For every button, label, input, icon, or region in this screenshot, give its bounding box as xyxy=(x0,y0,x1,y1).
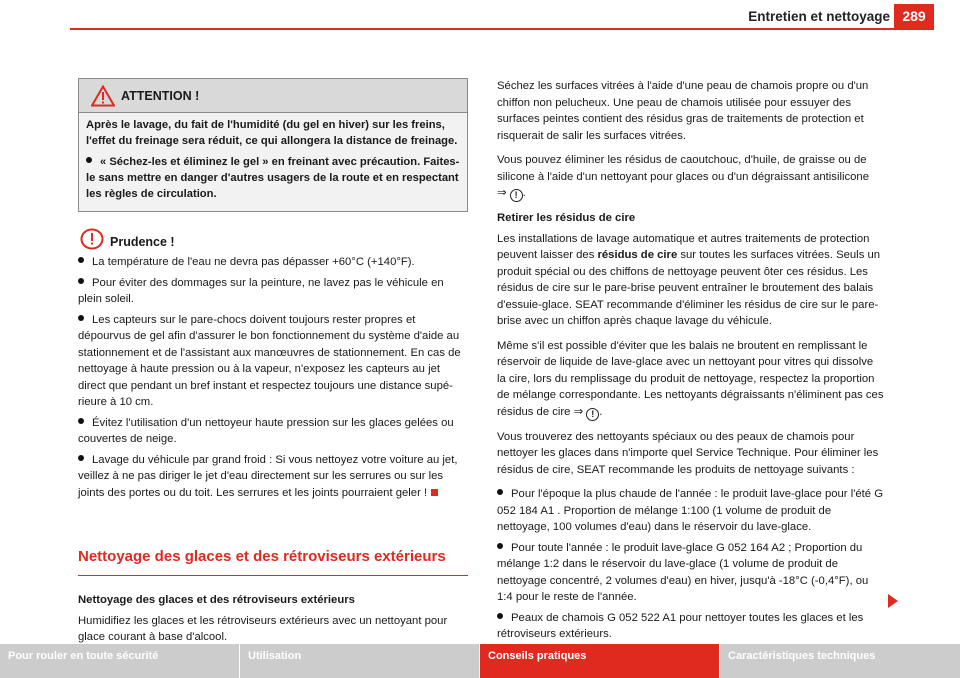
chapter-title: Entretien et nettoyage xyxy=(748,9,890,24)
prudence-bullet: Les capteurs sur le pare-chocs doivent toujours rester propres et dépourvus de gel afin d'assurer le bon fonctionnement du système d'aide au stationnement et de l'assistant aux manœuvres de stationnement. En cas de nettoyage à haute pression ou à la vapeur, n'exposez les capteurs au jet direct que pendant un bref instant et respectez toujours une distance supérieure à 10 cm. xyxy=(78,313,461,409)
prudence-bullet: Évitez l'utilisation d'un nettoyeur haute pression sur les glaces gelées ou couvertes de neige. xyxy=(78,416,454,446)
bold-term: résidus de cire xyxy=(597,249,678,261)
paragraph: Vous trouverez des nettoyants spéciaux ou des peaux de chamois pour nettoyer les glaces dans n'importe quel Service Technique. Pour éliminer les résidus de cire, SEAT recommande les produits de nettoyage suivants : xyxy=(497,430,879,476)
prudence-bullet: Lavage du véhicule par grand froid : Si vous nettoyez votre voiture au jet, veillez à ne pas diriger le jet d'eau directement sur les serrures ou sur les joints des portes ou du toit. Les serrures et les joints pourraient geler ! xyxy=(78,453,458,499)
attention-body xyxy=(79,113,467,211)
paragraph: Les installations de lavage automatique et autres traitements de protection peuvent laisser des résidus de cire sur toutes les surfaces vitrées. Seuls un produit spécial ou des chiffons de nettoyage peuvent ôter ces résidus. Les résidus de cire sur le pare-brise peuvent entraîner le broutement des balais d'essuie-glace. SEAT recommande d'éliminer les résidus de cire sur le pare-brise avec un chiffon après chaque lavage du véhicule. xyxy=(497,232,881,327)
attention-box xyxy=(78,78,468,212)
header-rule xyxy=(70,28,934,30)
prudence-bullet: Pour éviter des dommages sur la peinture, ne lavez pas le véhicule en plein soleil. xyxy=(78,276,444,306)
footer-tab-technical[interactable]: Caractéristiques techniques xyxy=(720,644,960,678)
bullet-icon xyxy=(497,613,503,619)
bullet-icon xyxy=(78,455,84,461)
continue-arrow-icon[interactable] xyxy=(888,594,898,608)
caution-icon xyxy=(80,228,104,250)
paragraph: Séchez les surfaces vitrées à l'aide d'une peau de chamois propre ou d'un chiffon non pelucheux. Une peau de chamois utilisée pour essuyer des surfaces peintes contient des résidus gras de traitements de protection et risquerait de salir les surfaces vitrées. xyxy=(497,80,869,142)
prudence-bullet: La température de l'eau ne devra pas dépasser +60°C (+140°F). xyxy=(78,254,468,271)
product-bullet: Pour toute l'année : le produit lave-glace G 052 164 A2 ; Proportion du mélange 1:2 dans le réservoir du lave-glace (1 volume de produit de nettoyage concentré, 2 volumes d'eau) en hiver, jusqu'à -18°C (-0,4°F), ou 1:4 pour le reste de l'année. xyxy=(497,541,869,603)
bullet-icon xyxy=(78,257,84,263)
reference-arrow-icon: ⇒ xyxy=(497,187,507,199)
section-subheading: Nettoyage des glaces et des rétroviseurs extérieurs xyxy=(78,594,355,607)
right-column xyxy=(497,78,885,647)
section-intro: Humidifiez les glaces et les rétroviseurs extérieurs avec un nettoyant pour glace courant à base d'alcool. xyxy=(78,614,448,644)
bullet-icon xyxy=(78,315,84,321)
subheading: Retirer les résidus de cire xyxy=(497,212,636,224)
paragraph: Même s'il est possible d'éviter que les balais ne broutent en remplissant le réservoir de liquide de lave-glace avec un nettoyant pour vitres qui dissolve la cire, lors du remplissage du produit de nettoyage, respectez la proportion de mélange correspondante. Les nettoyants dégraissants n'éliminent pas ces résidus de cire ⇒ ! . xyxy=(497,339,884,419)
product-bullet: Peaux de chamois G 052 522 A1 pour nettoyer toutes les glaces et les rétroviseurs extérieurs. xyxy=(497,611,864,640)
bullet-icon xyxy=(78,418,84,424)
bullet-icon xyxy=(497,543,503,549)
section-title: Nettoyage des glaces et des rétroviseurs extérieurs xyxy=(78,547,468,576)
caution-ref-icon[interactable]: ! xyxy=(510,189,523,202)
attention-paragraph: « Séchez-les et éliminez le gel » en freinant avec précaution. Faites-le sans mettre en danger d'autres usagers de la route et en respectant les règles de circulation. xyxy=(86,155,460,201)
page-number: 289 xyxy=(894,4,934,28)
end-of-section-marker-icon xyxy=(431,489,438,496)
paragraph: Vous pouvez éliminer les résidus de caoutchouc, d'huile, de graisse ou de silicone à l'aide d'un nettoyant pour glaces ou d'un dégraissant antisilicone ⇒ ! . xyxy=(497,154,869,200)
footer-tab-safety[interactable]: Pour rouler en toute sécurité xyxy=(0,644,240,678)
product-bullet: Pour l'époque la plus chaude de l'année : le produit lave-glace pour l'été G 052 184 A1 . Proportion de mélange 1:100 (1 volume de produit de nettoyage, 100 volumes d'eau) dans le réservoir du lave-glace. xyxy=(497,488,883,533)
attention-paragraph: Après le lavage, du fait de l'humidité (du gel en hiver) sur les freins, l'effet du freinage sera réduit, ce qui allongera la distance de freinage. xyxy=(86,119,458,148)
attention-header xyxy=(79,79,467,113)
footer-nav xyxy=(0,644,960,678)
left-column xyxy=(78,78,468,646)
bullet-icon xyxy=(86,157,92,163)
warning-triangle-icon xyxy=(91,85,115,107)
footer-tab-practical-tips[interactable]: Conseils pratiques xyxy=(480,644,720,678)
reference-arrow-icon: ⇒ xyxy=(573,405,584,418)
attention-title: ATTENTION ! xyxy=(121,89,200,103)
prudence-title: Prudence ! xyxy=(110,235,175,250)
bullet-icon xyxy=(497,489,503,495)
page-header xyxy=(0,0,960,34)
prudence-header xyxy=(78,228,468,254)
footer-tab-utilisation[interactable]: Utilisation xyxy=(240,644,480,678)
caution-ref-icon[interactable]: ! xyxy=(586,408,599,421)
bullet-icon xyxy=(78,278,84,284)
